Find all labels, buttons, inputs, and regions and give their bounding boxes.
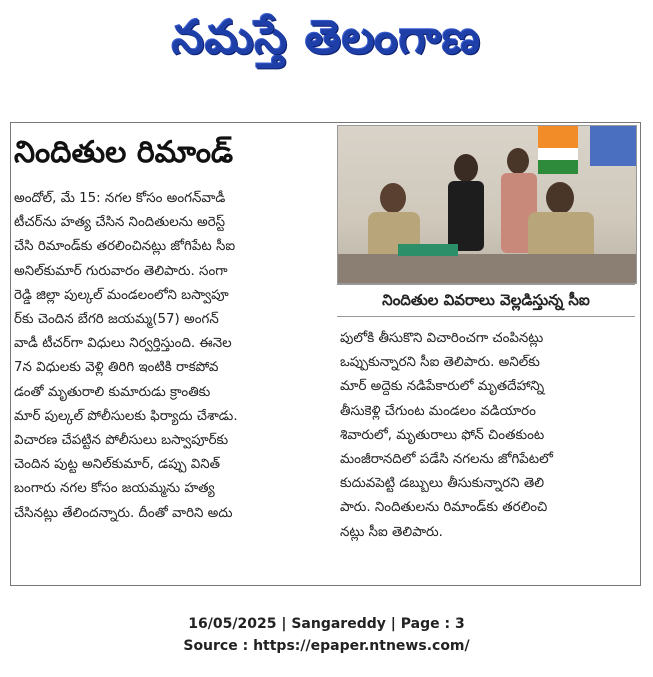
article-headline: నిందితుల రిమాండ్ — [14, 135, 234, 170]
article-body-left — [14, 187, 328, 526]
body-line: చేసినట్లు తేలిందన్నారు. దీంతో వారిని అదు — [14, 505, 233, 521]
separator: | — [390, 616, 396, 632]
body-line: మార్ పుల్కల్ పోలీసులకు ఫిర్యాదు చేశాడు. — [14, 408, 238, 424]
body-line: డంతో మృతురాలి కుమారుడు క్రాంతికు — [14, 384, 211, 400]
newspaper-logo: నమస్తే తెలంగాణ — [171, 10, 482, 64]
body-line: తీసుకెళ్లి చేగుంట మండలం వడియారం — [340, 403, 536, 419]
edition-date: 16/05/2025 — [188, 616, 277, 632]
police-press-photo — [338, 126, 636, 283]
body-line: చేసి రిమాండ్‌కు తరలించినట్లు జోగిపేట సీఐ — [14, 239, 236, 255]
body-line: చెందిన పుట్ట అనిల్‌కుమార్, డప్పు వినిత్ — [14, 457, 221, 473]
article-body-right — [340, 327, 635, 545]
body-line: అనిల్‌కుమార్ గురువారం తెలిపారు. సంగా — [14, 263, 228, 279]
body-line: మార్ అద్దెకు నడిపేకారులో మృతదేహాన్ని — [340, 379, 545, 395]
page-footer — [0, 613, 653, 657]
body-line: రెడ్డి జిల్లా పుల్కల్ మండలంలోని బస్వాపూ — [14, 287, 229, 303]
body-line: విచారణ చేపట్టిన పోలీసులు బస్వాపూర్‌కు — [14, 433, 229, 449]
body-line: ఒప్పుకున్నారని సీఐ తెలిపారు. అనిల్‌కు — [340, 355, 540, 371]
article-photo — [337, 125, 637, 284]
body-line: పులోకి తీసుకొని విచారించగా చంపినట్లు — [340, 331, 544, 346]
body-line: అందోల్, మే 15: నగల కోసం అంగన్‌వాడీ — [14, 191, 226, 206]
page-number: Page : 3 — [400, 616, 465, 632]
edition-name: Sangareddy — [291, 616, 386, 632]
body-line: మంజీరానదిలో పడేసి నగలను జోగిపేటలో — [340, 452, 553, 468]
masthead — [0, 0, 653, 84]
body-line: శివారులో, మృతురాలు ఫోన్ చింతకుంట — [340, 427, 545, 443]
photo-caption: నిందితుల వివరాలు వెల్లడిస్తున్న సీఐ — [337, 284, 635, 317]
edition-info — [0, 613, 653, 635]
body-line: 7న విధులకు వెళ్లి తిరిగి ఇంటికి రాకపోవ — [14, 360, 219, 376]
body-line: వాడీ టీచర్‌గా విధులు నిర్వర్తిస్తుంది. ఈనెల — [14, 336, 232, 352]
body-line: పారు. నిందితులను రిమాండ్‌కు తరలించి — [340, 500, 548, 516]
body-line: ర్‌కు చెందిన బేగరి జయమ్మ(57) అంగన్ — [14, 312, 219, 328]
body-line: కుదువపెట్టి డబ్బులు తీసుకున్నారని తెలి — [340, 476, 545, 492]
body-line: నట్లు సీఐ తెలిపారు. — [340, 524, 443, 540]
source-link[interactable]: Source : https://epaper.ntnews.com/ — [183, 638, 470, 654]
body-line: బంగారు నగల కోసం జయమ్మను హత్య — [14, 481, 215, 497]
separator: | — [281, 616, 287, 632]
body-line: టీచర్‌ను హత్య చేసిన నిందితులను అరెస్ట్ — [14, 215, 226, 231]
